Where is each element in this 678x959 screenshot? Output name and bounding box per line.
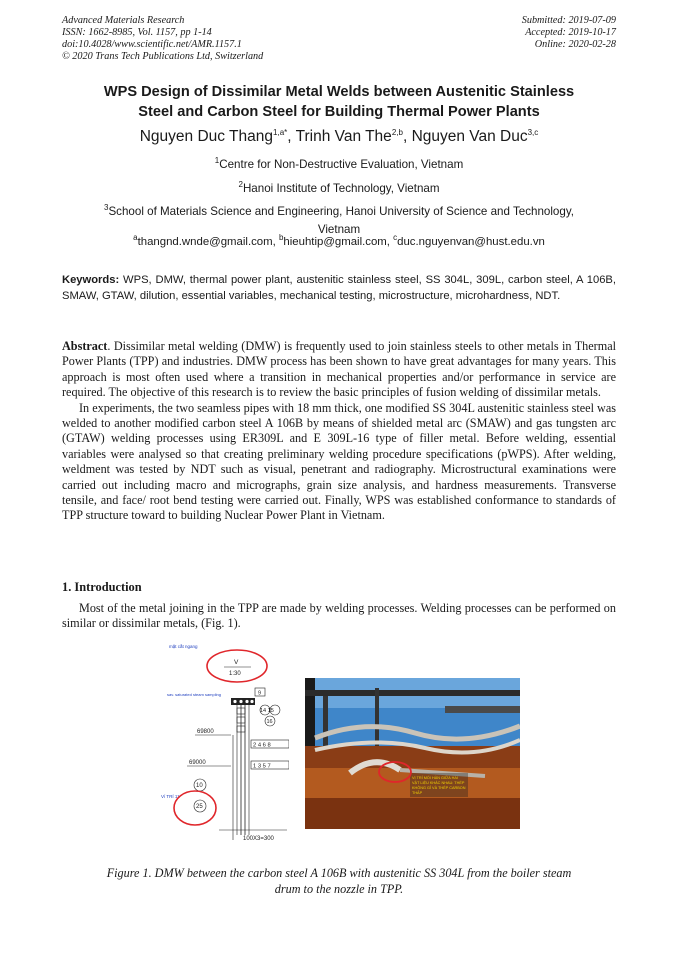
structural-beam (305, 690, 520, 696)
paper-title (62, 82, 616, 122)
email-a-sup: a (133, 233, 138, 243)
piping-drawing (159, 640, 289, 852)
drawing-view-label: V (234, 659, 239, 666)
valve-dot (245, 700, 248, 703)
title-line-1: WPS Design of Dissimilar Metal Welds between Austenitic Stainless (103, 84, 575, 100)
item-25-label: 25 (196, 804, 203, 810)
figure-caption (62, 866, 616, 897)
keywords-text: WPS, DMW, thermal power plant, austenitic stainless steel, SS 304L, 309L, carbon steel, A 106B, SMAW, GTAW, dilution, essential variables, mechanical testing, microstructure, microhardness, NDT. (62, 274, 616, 302)
photo-note-line-2: VẬT LIỆU KHÁC NHAU: THÉP (412, 781, 465, 785)
affiliation-3-sup: 3 (104, 203, 109, 213)
abstract-text-1: . Dissimilar metal welding (DMW) is frequently used to join stainless steels to other metals in Thermal Power Plants (TPP) and industries. DMW process has been shown to have great advantages for many years. This approach is most often used where a transition in mechanical properties and/or performance in service are required. The objective of this research is to review the basic principles of fusion welding of dissimilar metals. (62, 339, 616, 400)
issn-line: ISSN: 1662-8985, Vol. 1157, pp 1-14 (62, 27, 212, 38)
photo-note-line-1: VỊ TRÍ MỐI HÀN GIỮA HAI (412, 776, 458, 780)
journal-name: Advanced Materials Research (62, 15, 185, 26)
dimension-label: 100X3=300 (243, 836, 274, 842)
email-b-sup: b (278, 233, 284, 243)
keywords-label: Keywords: (62, 274, 120, 286)
introduction-body (62, 601, 616, 632)
affiliation-3-line-1 (62, 203, 616, 221)
abstract-paragraph-1 (62, 339, 616, 401)
email-c[interactable]: duc.nguyenvan@hust.edu.vn (397, 236, 545, 248)
item-10-label: 10 (196, 783, 203, 789)
affiliation-1-text: Centre for Non-Destructive Evaluation, Vietnam (219, 158, 464, 171)
items-1357-label: 1 3 5 7 (253, 763, 271, 770)
email-b[interactable]: hieuhtip@gmail.com, (283, 236, 394, 248)
dates-header (522, 15, 616, 51)
online-date: Online: 2020-02-28 (534, 39, 616, 50)
submitted-date: Submitted: 2019-07-09 (521, 15, 616, 26)
affiliation-2 (62, 180, 616, 198)
author-3-name: Nguyen Van Duc (411, 128, 528, 145)
site-photo (305, 678, 520, 829)
photo-note-line-3: KHÔNG GỈ VÀ THÉP CARBON (412, 786, 466, 790)
section-heading-introduction: 1. Introduction (62, 580, 142, 594)
caption-line-1: Figure 1. DMW between the carbon steel A 106B with austenitic SS 304L from the boiler steam (106, 866, 572, 880)
photo-note-line-4: THẤP (412, 791, 423, 795)
affiliation-3-line-2: Vietnam (317, 223, 361, 236)
affiliation-1 (62, 156, 616, 174)
drawing-scale-label: 1:30 (229, 671, 241, 677)
introduction-paragraph-1: Most of the metal joining in the TPP are made by welding processes. Welding processes can be performed on similar or dissimilar metals, (Fig. 1). (62, 601, 616, 631)
location-label: Ví TRÍ 11 (161, 794, 180, 799)
items-2468-label: 2 4 6 8 (253, 742, 271, 749)
email-list (62, 233, 616, 248)
email-a[interactable]: thangnd.wnde@gmail.com, (137, 236, 279, 248)
valve-dot (233, 700, 236, 703)
item-16-label: 16 (266, 719, 273, 725)
affiliation-2-text: Hanoi Institute of Technology, Vietnam (242, 182, 440, 195)
item-14-15-label: 14 15 (260, 708, 274, 714)
valve-dot (239, 700, 242, 703)
author-list: Nguyen Duc Thang$^{1,a*}$, Trinh Van The$^{2,b}$, Nguyen Van Duc$^{3,c}$ (139, 127, 539, 145)
accepted-date: Accepted: 2019-10-17 (525, 27, 616, 38)
affiliation-3-text: School of Materials Science and Engineering, Hanoi University of Science and Technology, (108, 205, 574, 218)
author-2-name: Trinh Van The (295, 128, 392, 145)
caption-line-2: drum to the nozzle in TPP. (274, 881, 404, 896)
drawing-top-label: mặt cắt ngang (169, 644, 198, 649)
red-annotation-ellipse-weld (174, 791, 216, 825)
author-1-sup: 1,a* (273, 127, 288, 137)
journal-header (62, 15, 263, 63)
author-3-sup: 3,c (527, 127, 539, 137)
valve-dot (250, 700, 253, 703)
keywords (62, 273, 616, 304)
author-1-name: Nguyen Duc Thang (139, 128, 274, 145)
rust-panel-lower (305, 798, 520, 829)
copyright-line: © 2020 Trans Tech Publications Ltd, Switzerland (62, 51, 264, 62)
elevation-69000: 69000 (189, 760, 206, 766)
roof-beam (445, 706, 520, 713)
item-9-label: 9 (258, 690, 262, 697)
email-c-sup: c (393, 233, 398, 243)
affiliation-3 (62, 203, 616, 239)
title-line-2: Steel and Carbon Steel for Building Thermal Power Plants (138, 104, 540, 120)
affiliation-2-sup: 2 (238, 180, 243, 190)
red-annotation-ellipse-top (207, 650, 267, 682)
abstract (62, 339, 616, 524)
abstract-paragraph-2: In experiments, the two seamless pipes with 18 mm thick, one modified SS 304L austenitic stainless steel was welded to another modified carbon steel A 106B by means of shielded metal arc (SMAW) and gas tungsten arc (GTAW) welding processes using ER309L and E 309L-16 type of filler metal. Before welding, essential variables were analysed so that creating preliminary welding procedure specifications (pWPS). After welding, weldment was tested by NDT such as visual, penetrant and radiography. Microstructural examinations were carried out including macro and micrographs, grain size analysis, and hardness measurements. Transverse tensile, and face/ root bend testing were carried out. Finally, WPS was established conformance to standards of TPP structure toward to building Nuclear Power Plant in Vietnam. (62, 400, 616, 523)
elevation-69800: 69800 (197, 729, 214, 735)
abstract-label: Abstract (62, 339, 108, 353)
author-2-sup: 2,b (391, 127, 403, 137)
affiliation-1-sup: 1 (214, 156, 220, 166)
doi-line: doi:10.4028/www.scientific.net/AMR.1157.1 (62, 39, 242, 50)
drawing-steam-label: sav. saturated steam sampling (167, 692, 221, 697)
